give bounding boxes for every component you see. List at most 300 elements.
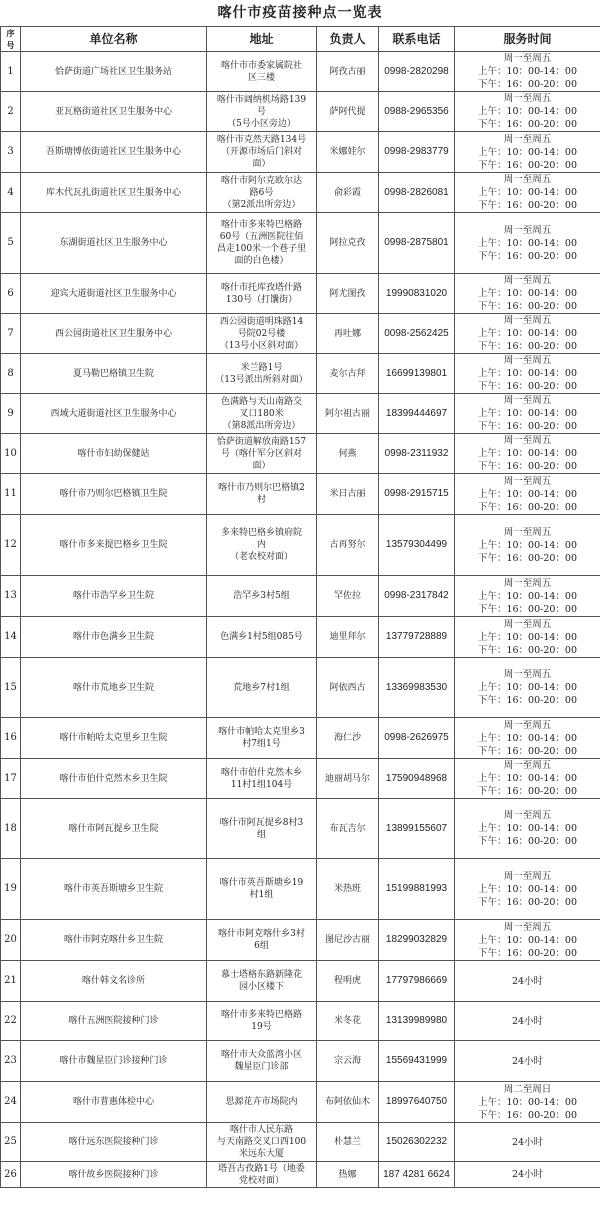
address-line: 喀什市伯什克然木乡 <box>220 767 302 778</box>
address-line: 慕士塔格东路新隆花 <box>220 970 302 980</box>
service-hours-line: 下午：16：00-20：00 <box>477 461 578 472</box>
service-hours-line: 下午：16：00-20：00 <box>477 644 578 656</box>
address-cell <box>207 658 317 718</box>
service-hours-line: 上午：10：00-14：00 <box>477 66 578 77</box>
address-line: 区三楼 <box>247 72 275 83</box>
service-hours-line: 下午：16：00-20：00 <box>477 301 578 312</box>
address-cell <box>207 274 317 314</box>
phone-number: 15569431999 <box>379 1041 455 1082</box>
phone-number: 18299032829 <box>379 920 455 961</box>
service-hours-line: 下午：16：00-20：00 <box>477 947 578 959</box>
address-line: 喀什市人民东路 <box>229 1125 293 1135</box>
address-cell <box>207 1162 317 1188</box>
row-index: 21 <box>1 961 21 1002</box>
address-line: （第2派出所旁边） <box>222 199 301 210</box>
unit-name: 亚瓦格街道社区卫生服务中心 <box>21 92 207 132</box>
phone-number: 13779728889 <box>379 617 455 658</box>
service-hours-line: 下午：16：00-20：00 <box>477 836 578 847</box>
service-hours-cell <box>455 1162 600 1188</box>
address-cell <box>207 799 317 859</box>
service-hours-cell <box>455 213 600 274</box>
address-line: （5号小区旁边） <box>227 118 296 129</box>
unit-name: 喀什市色满乡卫生院 <box>21 617 207 658</box>
contact-person: 米日古丽 <box>317 474 379 515</box>
row-index: 8 <box>1 354 21 394</box>
row-index: 2 <box>1 92 21 132</box>
service-hours-line: 周一至周五 <box>503 870 552 882</box>
service-hours-line: 周一至周五 <box>503 395 552 406</box>
table-row <box>1 173 600 213</box>
address-line: 色满乡1村5组085号 <box>220 632 303 642</box>
table-row <box>1 576 600 617</box>
unit-name: 喀什市英吾斯塘乡卫生院 <box>21 859 207 920</box>
service-hours-line: 上午：10：00-14：00 <box>477 408 578 419</box>
contact-person: 热娜 <box>317 1162 379 1188</box>
row-index: 6 <box>1 274 21 314</box>
phone-number: 13579304499 <box>379 515 455 576</box>
address-line: 号 <box>256 106 266 117</box>
unit-name: 喀什市伯什克然木乡卫生院 <box>21 759 207 799</box>
row-index: 16 <box>1 718 21 759</box>
contact-person: 萨阿代提 <box>317 92 379 132</box>
address-cell <box>207 394 317 434</box>
service-hours-line: 上午：10：00-14：00 <box>477 368 578 379</box>
address-line: 喀什市乃则尔巴格镇2 <box>218 483 305 493</box>
service-hours-line: 上午：10：00-14：00 <box>477 823 578 834</box>
address-cell <box>207 1123 317 1162</box>
service-hours-line: 下午：16：00-20：00 <box>477 695 578 706</box>
address-line: 党校对面） <box>238 1175 284 1186</box>
phone-number: 0998-2915715 <box>379 474 455 515</box>
service-hours-cell <box>455 859 600 920</box>
contact-person: 宗云海 <box>317 1041 379 1082</box>
unit-name: 喀什故乡医院接种门诊 <box>21 1162 207 1188</box>
service-hours-line: 下午：16：00-20：00 <box>477 200 578 211</box>
service-hours-line: 下午：16：00-20：00 <box>477 341 578 352</box>
phone-number: 0998-2626975 <box>379 718 455 759</box>
service-hours-line: 上午：10：00-14：00 <box>477 288 578 299</box>
service-hours-cell <box>455 920 600 961</box>
phone-number: 16699139801 <box>379 354 455 394</box>
service-hours-line: 下午：16：00-20：00 <box>477 1109 578 1121</box>
unit-name: 喀什市多来提巴格乡卫生院 <box>21 515 207 576</box>
address-cell <box>207 1041 317 1082</box>
service-hours-cell <box>455 658 600 718</box>
service-hours-line: 上午：10：00-14：00 <box>477 590 578 602</box>
header-contact-person: 负责人 <box>317 27 379 52</box>
phone-number: 0998-2311932 <box>379 434 455 474</box>
contact-person: 何燕 <box>317 434 379 474</box>
address-line: 面） <box>252 460 271 471</box>
address-line: 叉口180米 <box>239 408 284 419</box>
phone-number: 15199881993 <box>379 859 455 920</box>
address-cell <box>207 474 317 515</box>
table-row <box>1 658 600 718</box>
table-row <box>1 52 600 92</box>
phone-number: 0998-2875801 <box>379 213 455 274</box>
service-hours-cell <box>455 132 600 173</box>
service-hours-line: 下午：16：00-20：00 <box>477 552 578 564</box>
phone-number: 13139989980 <box>379 1002 455 1041</box>
contact-person: 米冬花 <box>317 1002 379 1041</box>
contact-person: 阿孜古丽 <box>317 52 379 92</box>
row-index: 15 <box>1 658 21 718</box>
table-row <box>1 1002 600 1041</box>
service-hours-cell <box>455 799 600 859</box>
unit-name: 迎宾大道街道社区卫生服务中心 <box>21 274 207 314</box>
address-line: 喀什市多来特巴格路 <box>220 220 302 230</box>
table-row <box>1 394 600 434</box>
service-hours-cell <box>455 1123 600 1162</box>
contact-person: 图尼沙古丽 <box>317 920 379 961</box>
address-line: 喀什市多来特巴格路 <box>220 1010 302 1020</box>
address-line: 荒地乡7村1组 <box>233 682 290 693</box>
service-hours-line: 周一至周五 <box>503 315 552 326</box>
table-row <box>1 759 600 799</box>
service-hours-cell <box>455 314 600 354</box>
address-line: 色满路与天山南路交 <box>220 396 302 407</box>
contact-person: 布瓦吉尔 <box>317 799 379 859</box>
table-header-row <box>1 27 600 52</box>
service-hours-line: 周一至周五 <box>503 53 552 64</box>
contact-person: 海仁沙 <box>317 718 379 759</box>
address-line: 喀什市大众蓝湾小区 <box>220 1050 302 1060</box>
contact-person: 罕佐拉 <box>317 576 379 617</box>
service-hours-line: 周一至周五 <box>503 810 552 821</box>
row-index: 22 <box>1 1002 21 1041</box>
contact-person: 阿拉克孜 <box>317 213 379 274</box>
service-hours-line: 周一至周五 <box>503 475 552 487</box>
phone-number: 0998-2983779 <box>379 132 455 173</box>
row-index: 20 <box>1 920 21 961</box>
service-hours-line: 上午：10：00-14：00 <box>477 732 578 744</box>
address-cell <box>207 213 317 274</box>
service-hours-line: 上午：10：00-14：00 <box>477 631 578 643</box>
service-hours-line: 下午：16：00-20：00 <box>477 119 578 130</box>
phone-number: 187 4281 6624 <box>379 1162 455 1188</box>
unit-name: 西域大道街道社区卫生服务中心 <box>21 394 207 434</box>
table-row <box>1 274 600 314</box>
address-line: 米远东大厦 <box>238 1149 284 1159</box>
service-hours-line: 24小时 <box>511 1169 544 1180</box>
table-row <box>1 354 600 394</box>
unit-name: 喀什市阿克喀什乡卫生院 <box>21 920 207 961</box>
contact-person: 迪丽胡马尔 <box>317 759 379 799</box>
address-line: 园小区楼下 <box>238 982 284 992</box>
row-index: 13 <box>1 576 21 617</box>
address-cell <box>207 354 317 394</box>
service-hours-line: 下午：16：00-20：00 <box>477 745 578 757</box>
table-row <box>1 799 600 859</box>
address-line: （老农校对面） <box>229 552 293 562</box>
address-line: 喀什市帕哈太克里乡3 <box>218 727 305 737</box>
service-hours-line: 上午：10：00-14：00 <box>477 934 578 946</box>
service-hours-cell <box>455 173 600 213</box>
address-cell <box>207 859 317 920</box>
address-line: 昌走100米一个巷子里 <box>216 244 307 254</box>
service-hours-line: 周一至周五 <box>503 669 552 680</box>
service-hours-line: 上午：10：00-14：00 <box>477 187 578 198</box>
row-index: 19 <box>1 859 21 920</box>
table-row <box>1 434 600 474</box>
row-index: 17 <box>1 759 21 799</box>
address-line: （第8派出所旁边） <box>222 420 301 431</box>
row-index: 23 <box>1 1041 21 1082</box>
service-hours-line: 上午：10：00-14：00 <box>477 237 578 249</box>
service-hours-line: 周一至周五 <box>503 526 552 538</box>
address-line: 塔吾古孜路1号（地委 <box>218 1163 305 1174</box>
row-index: 4 <box>1 173 21 213</box>
contact-person: 俞彩霞 <box>317 173 379 213</box>
address-line: 面的白色楼） <box>234 256 289 266</box>
unit-name: 喀什市帕哈太克里乡卫生院 <box>21 718 207 759</box>
service-hours-line: 下午：16：00-20：00 <box>477 250 578 262</box>
address-cell <box>207 920 317 961</box>
service-hours-line: 下午：16：00-20：00 <box>477 501 578 513</box>
row-index: 1 <box>1 52 21 92</box>
contact-person: 古再努尔 <box>317 515 379 576</box>
service-hours-cell <box>455 1002 600 1041</box>
unit-name: 库木代瓦扎街道社区卫生服务中心 <box>21 173 207 213</box>
phone-number: 13369983530 <box>379 658 455 718</box>
service-hours-line: 周一至周五 <box>503 719 552 731</box>
table-row <box>1 859 600 920</box>
row-index: 14 <box>1 617 21 658</box>
service-hours-cell <box>455 515 600 576</box>
table-row <box>1 1123 600 1162</box>
address-line: 村1组 <box>249 890 274 900</box>
unit-name: 喀什市荒地乡卫生院 <box>21 658 207 718</box>
service-hours-cell <box>455 1041 600 1082</box>
address-line: （13号派出所斜对面） <box>215 374 308 385</box>
address-cell <box>207 961 317 1002</box>
unit-name: 喀什远东医院接种门诊 <box>21 1123 207 1162</box>
service-hours-line: 上午：10：00-14：00 <box>477 773 578 784</box>
service-hours-line: 24小时 <box>511 1055 544 1067</box>
row-index: 9 <box>1 394 21 434</box>
unit-name: 喀什市妇幼保健站 <box>21 434 207 474</box>
address-cell <box>207 92 317 132</box>
phone-number: 0098-2562425 <box>379 314 455 354</box>
service-hours-line: 24小时 <box>511 975 544 987</box>
address-line: 组 <box>256 829 266 840</box>
service-hours-line: 上午：10：00-14：00 <box>477 146 578 158</box>
vaccination-sites-table <box>0 26 600 1188</box>
service-hours-line: 下午：16：00-20：00 <box>477 603 578 615</box>
service-hours-line: 周一至周五 <box>503 355 552 366</box>
address-cell <box>207 576 317 617</box>
address-line: 面） <box>252 159 271 169</box>
address-line: 喀什市阿克喀什乡3村 <box>218 929 305 939</box>
address-line: 路6号 <box>249 187 274 198</box>
header-index: 序号 <box>1 27 21 52</box>
address-cell <box>207 52 317 92</box>
service-hours-line: 周一至周五 <box>503 618 552 630</box>
row-index: 11 <box>1 474 21 515</box>
service-hours-line: 下午：16：00-20：00 <box>477 421 578 432</box>
service-hours-cell <box>455 718 600 759</box>
row-index: 10 <box>1 434 21 474</box>
service-hours-cell <box>455 92 600 132</box>
address-cell <box>207 718 317 759</box>
service-hours-line: 上午：10：00-14：00 <box>477 539 578 551</box>
address-line: 恰萨街道解放南路157 <box>216 436 307 447</box>
service-hours-line: 周一至周五 <box>503 921 552 933</box>
unit-name: 喀什韩文名诊所 <box>21 961 207 1002</box>
service-hours-line: 上午：10：00-14：00 <box>477 448 578 459</box>
contact-person: 布阿依仙木 <box>317 1082 379 1123</box>
phone-number: 18997640750 <box>379 1082 455 1123</box>
service-hours-line: 周一至周五 <box>503 577 552 589</box>
phone-number: 15026302232 <box>379 1123 455 1162</box>
address-cell <box>207 1082 317 1123</box>
address-line: 魏星臣门诊部 <box>234 1062 289 1072</box>
contact-person: 阿尔祖古丽 <box>317 394 379 434</box>
service-hours-line: 上午：10：00-14：00 <box>477 106 578 117</box>
table-row <box>1 920 600 961</box>
service-hours-line: 周一至周五 <box>503 174 552 185</box>
row-index: 3 <box>1 132 21 173</box>
row-index: 18 <box>1 799 21 859</box>
service-hours-line: 周一至周五 <box>503 224 552 236</box>
service-hours-cell <box>455 274 600 314</box>
address-cell <box>207 434 317 474</box>
service-hours-line: 下午：16：00-20：00 <box>477 79 578 90</box>
service-hours-line: 上午：10：00-14：00 <box>477 883 578 895</box>
service-hours-line: 上午：10：00-14：00 <box>477 682 578 693</box>
unit-name: 恰萨街道广场社区卫生服务站 <box>21 52 207 92</box>
phone-number: 0988-2965356 <box>379 92 455 132</box>
header-service-hours: 服务时间 <box>455 27 600 52</box>
address-line: 喀什市克然天路134号 <box>216 135 307 145</box>
phone-number: 19990831020 <box>379 274 455 314</box>
unit-name: 夏马勒巴格镇卫生院 <box>21 354 207 394</box>
table-row <box>1 92 600 132</box>
service-hours-cell <box>455 759 600 799</box>
service-hours-cell <box>455 474 600 515</box>
address-line: 喀什市阿尔克欧尔达 <box>220 175 302 186</box>
unit-name: 喀什市乃则尔巴格镇卫生院 <box>21 474 207 515</box>
phone-number: 0998-2317842 <box>379 576 455 617</box>
address-line: 浩罕乡3村5组 <box>233 591 290 601</box>
service-hours-line: 周一至周五 <box>503 275 552 286</box>
service-hours-line: 24小时 <box>511 1136 544 1148</box>
phone-number: 18399444697 <box>379 394 455 434</box>
table-row <box>1 515 600 576</box>
address-line: 多来特巴格乡镇府院 <box>220 528 302 538</box>
contact-person: 再吐娜 <box>317 314 379 354</box>
service-hours-line: 上午：10：00-14：00 <box>477 1096 578 1108</box>
address-line: 130号（打馕街） <box>225 294 298 305</box>
phone-number: 0998-2820298 <box>379 52 455 92</box>
header-phone: 联系电话 <box>379 27 455 52</box>
table-body <box>1 52 600 1188</box>
address-line: 内 <box>256 540 266 550</box>
address-line: 号（喀什军分区斜对 <box>220 448 302 459</box>
table-row <box>1 1082 600 1123</box>
address-line: 6组 <box>254 941 269 951</box>
row-index: 24 <box>1 1082 21 1123</box>
address-line: 号院02号楼 <box>237 328 286 339</box>
service-hours-cell <box>455 576 600 617</box>
table-row <box>1 718 600 759</box>
service-hours-line: 下午：16：00-20：00 <box>477 896 578 908</box>
service-hours-line: 周一至周五 <box>503 435 552 446</box>
address-line: （13号小区斜对面） <box>219 340 304 351</box>
contact-person: 迪里拜尔 <box>317 617 379 658</box>
header-address: 地址 <box>207 27 317 52</box>
table-row <box>1 213 600 274</box>
table-row <box>1 1162 600 1188</box>
row-index: 5 <box>1 213 21 274</box>
address-line: 思源花卉市场院内 <box>225 1097 298 1107</box>
phone-number: 17797986669 <box>379 961 455 1002</box>
service-hours-cell <box>455 617 600 658</box>
address-line: 喀什市阔纳机场路139 <box>216 94 307 105</box>
service-hours-line: 下午：16：00-20：00 <box>477 786 578 797</box>
service-hours-cell <box>455 1082 600 1123</box>
contact-person: 阿尤图孜 <box>317 274 379 314</box>
phone-number: 0998-2826081 <box>379 173 455 213</box>
service-hours-cell <box>455 354 600 394</box>
address-cell <box>207 759 317 799</box>
service-hours-line: 周一至周五 <box>503 93 552 104</box>
table-row <box>1 617 600 658</box>
header-unit-name: 单位名称 <box>21 27 207 52</box>
address-cell <box>207 617 317 658</box>
table-row <box>1 1041 600 1082</box>
service-hours-cell <box>455 961 600 1002</box>
unit-name: 喀什市普惠体检中心 <box>21 1082 207 1123</box>
unit-name: 西公园街道社区卫生服务中心 <box>21 314 207 354</box>
service-hours-cell <box>455 52 600 92</box>
unit-name: 喀什市阿瓦提乡卫生院 <box>21 799 207 859</box>
address-cell <box>207 132 317 173</box>
address-cell <box>207 314 317 354</box>
service-hours-line: 24小时 <box>511 1015 544 1027</box>
address-line: 60号（五洲医院往佰 <box>219 232 304 242</box>
contact-person: 朴慧兰 <box>317 1123 379 1162</box>
phone-number: 13899155607 <box>379 799 455 859</box>
service-hours-line: 上午：10：00-14：00 <box>477 488 578 500</box>
address-cell <box>207 515 317 576</box>
address-line: 喀什市市委家属院社 <box>220 60 302 71</box>
row-index: 7 <box>1 314 21 354</box>
address-line: （开源市场后门斜对 <box>220 147 302 157</box>
address-line: 村 <box>256 495 266 505</box>
address-line: 西公园街道明珠路14 <box>219 316 304 327</box>
row-index: 25 <box>1 1123 21 1162</box>
address-line: 与天南路交叉口西100 <box>216 1137 307 1147</box>
unit-name: 喀什市浩罕乡卫生院 <box>21 576 207 617</box>
address-line: 19号 <box>251 1022 272 1032</box>
service-hours-cell <box>455 394 600 434</box>
service-hours-line: 周二至周日 <box>503 1083 552 1095</box>
unit-name: 喀什五洲医院接种门诊 <box>21 1002 207 1041</box>
row-index: 12 <box>1 515 21 576</box>
table-row <box>1 132 600 173</box>
table-row <box>1 961 600 1002</box>
contact-person: 程明虎 <box>317 961 379 1002</box>
address-line: 11村1组104号 <box>230 779 293 790</box>
address-line: 喀什市英吾斯塘乡19 <box>219 878 304 888</box>
table-row <box>1 314 600 354</box>
address-cell <box>207 1002 317 1041</box>
service-hours-cell <box>455 434 600 474</box>
address-line: 米兰路1号 <box>240 362 283 373</box>
contact-person: 米娜娃尔 <box>317 132 379 173</box>
address-line: 喀什市托库孜塔什路 <box>220 282 302 293</box>
